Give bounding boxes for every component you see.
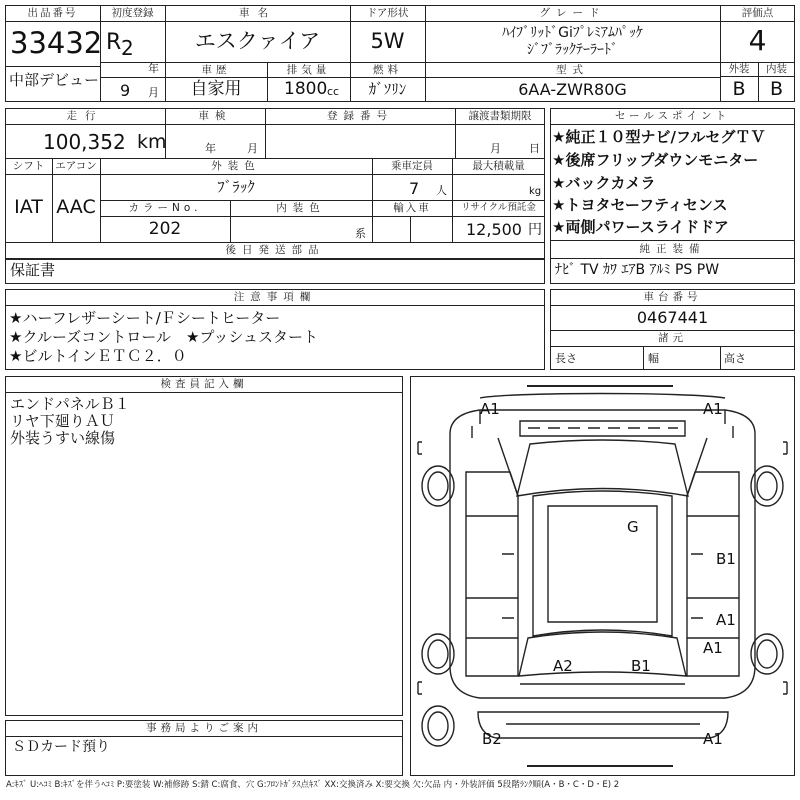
- mark-rear-center-right: B1: [631, 657, 651, 675]
- office-value: ＳＤカード預り: [12, 739, 110, 755]
- capacity-unit: 人: [436, 184, 447, 197]
- max-load-unit: kg: [529, 186, 542, 197]
- mileage-unit: km: [137, 131, 167, 153]
- inspection-year-unit: 年: [205, 142, 216, 155]
- mark-rear-bumper-right: A1: [703, 730, 723, 748]
- registration-month: 9: [120, 81, 131, 100]
- registration-year: 2: [121, 36, 134, 60]
- color-label: 外装色: [211, 160, 261, 172]
- selling-point: ★両側パワースライドドア: [552, 218, 729, 236]
- notes-line: ★ビルトインＥＴＣ２．０: [9, 347, 187, 365]
- selling-point: ★後席フリップダウンモニター: [552, 151, 759, 169]
- shipping-box: [5, 258, 545, 284]
- model-label: 車名: [239, 7, 276, 19]
- registration-month-unit: 月: [148, 86, 159, 99]
- chassis-label: 車台番号: [643, 291, 702, 303]
- registration-year-unit: 年: [148, 62, 159, 75]
- aircon-value: AAC: [56, 196, 96, 218]
- history-value: 自家用: [190, 79, 242, 99]
- transfer-day-unit: 日: [529, 142, 540, 155]
- selling-points-label: セールスポイント: [614, 110, 731, 122]
- model-code-value: 6AA-ZWR80G: [518, 80, 627, 99]
- doors-label: ドア形状: [366, 7, 409, 19]
- registration-era: R: [106, 30, 122, 55]
- mark-rear-quarter-right: A1: [716, 611, 736, 629]
- mark-rear-door-right: B1: [716, 550, 736, 568]
- color-code-label: カラーNo.: [128, 202, 202, 214]
- score-value: 4: [748, 24, 767, 57]
- recycle-label: リサイクル預託金: [461, 202, 536, 213]
- displacement-value: 1800: [284, 79, 328, 99]
- recycle-value: 12,500: [466, 220, 522, 239]
- mark-roof: G: [627, 518, 639, 536]
- registration-label: 初度登録: [111, 7, 154, 19]
- interior-color-label: 内装色: [276, 202, 326, 214]
- selling-point: ★バックカメラ: [552, 174, 656, 192]
- inspector-line: エンドパネルＢ１: [10, 395, 130, 413]
- dimensions-height-label: 高さ: [724, 352, 746, 365]
- displacement-label: 排気量: [286, 64, 331, 76]
- import-label: 輸入車: [393, 202, 431, 214]
- equipment-label: 純正装備: [639, 243, 706, 255]
- chassis-value: 0467441: [636, 308, 709, 327]
- capacity-label: 乗車定員: [391, 160, 433, 172]
- color-code: 202: [148, 219, 182, 239]
- score-label: 評価点: [741, 7, 774, 19]
- mileage-value: 100,352: [43, 130, 126, 154]
- transfer-month-unit: 月: [490, 142, 501, 155]
- plate-label: 登録番号: [327, 110, 393, 122]
- fuel-label: 燃料: [373, 64, 402, 76]
- fuel-value: ｶﾞｿﾘﾝ: [368, 80, 407, 98]
- equipment-value: ﾅﾋﾞ TV ｶﾜ ｴｱB ｱﾙﾐ PS PW: [555, 262, 720, 278]
- inspection-label: 車検: [198, 110, 232, 122]
- mark-rear-fender-right: A1: [703, 639, 723, 657]
- mark-rear-center-left: A2: [553, 657, 573, 675]
- grade-line2: ｼﾞﾌﾞﾗｯｸﾃｰﾗｰﾄﾞ: [527, 42, 618, 58]
- mark-rear-bumper-left: B2: [482, 730, 502, 748]
- mark-front-left: A1: [480, 400, 500, 418]
- shipping-label: 後日発送部品: [225, 244, 325, 256]
- mileage-label: 走行: [66, 110, 104, 122]
- lot-label: 出品番号: [27, 7, 78, 19]
- series-label: 中部デビュー: [9, 71, 100, 89]
- mark-front-right: A1: [703, 400, 723, 418]
- shift-value: IAT: [14, 196, 43, 218]
- recycle-unit: 円: [528, 222, 542, 238]
- inspection-month-unit: 月: [247, 142, 258, 155]
- doors-value: 5W: [370, 29, 405, 53]
- selling-point: ★純正１０型ナビ/フルセグＴＶ: [552, 128, 766, 146]
- shipping-value: 保証書: [10, 261, 56, 279]
- shift-label: シフト: [12, 160, 45, 172]
- aircon-label: エアコン: [55, 160, 97, 172]
- displacement-unit: cc: [327, 85, 340, 98]
- notes-line: ★ハーフレザーシート/Ｆシートヒーター: [9, 309, 281, 327]
- history-label: 車歴: [201, 64, 231, 76]
- notes-line: ★クルーズコントロール ★プッシュスタート: [9, 328, 319, 346]
- inspector-label: 検査員記入欄: [160, 378, 248, 390]
- capacity-value: 7: [409, 179, 420, 198]
- notes-label: 注意事項欄: [233, 291, 317, 303]
- selling-point: ★トヨタセーフティセンス: [552, 196, 728, 214]
- office-label: 事務局よりご案内: [146, 722, 262, 734]
- car-diagram: [410, 376, 795, 776]
- inspector-line: 外装うすい線傷: [10, 429, 116, 447]
- lot-number: 33432: [10, 26, 103, 60]
- model-name: エスクァイア: [194, 29, 321, 53]
- model-code-label: 型式: [556, 64, 589, 76]
- dimensions-width-label: 幅: [648, 352, 659, 365]
- interior-color-unit: 系: [355, 227, 366, 240]
- grade-line1: ﾊｲﾌﾞﾘｯﾄﾞGiﾌﾟﾚﾐｱﾑﾊﾟｯｹ: [502, 25, 643, 41]
- grade-label: グレード: [539, 7, 606, 19]
- color-value: ﾌﾞﾗｯｸ: [217, 178, 255, 196]
- dimensions-length-label: 長さ: [555, 352, 577, 365]
- score-exterior-label: 外装: [728, 63, 750, 75]
- inspector-line: リヤ下廻りＡＵ: [10, 412, 115, 430]
- max-load-label: 最大積載量: [472, 160, 525, 172]
- transfer-label: 譲渡書類期限: [468, 110, 532, 122]
- score-interior-label: 内装: [766, 63, 787, 75]
- dimensions-label: 諸元: [658, 332, 687, 344]
- score-interior: B: [769, 78, 784, 100]
- score-exterior: B: [732, 78, 746, 100]
- legend: A:ｷｽﾞ U:ﾍｺﾐ B:ｷｽﾞを伴うﾍｺﾐ P:要塗装 W:補修跡 S:錆 C:腐食、穴 G:ﾌﾛﾝﾄｶﾞﾗｽ点ｷｽﾞ XX:交換済み X:要交換 欠:欠品 内・外装評価 5段階ﾗﾝｸ順(A・B・C・D・E) 2: [6, 780, 620, 790]
